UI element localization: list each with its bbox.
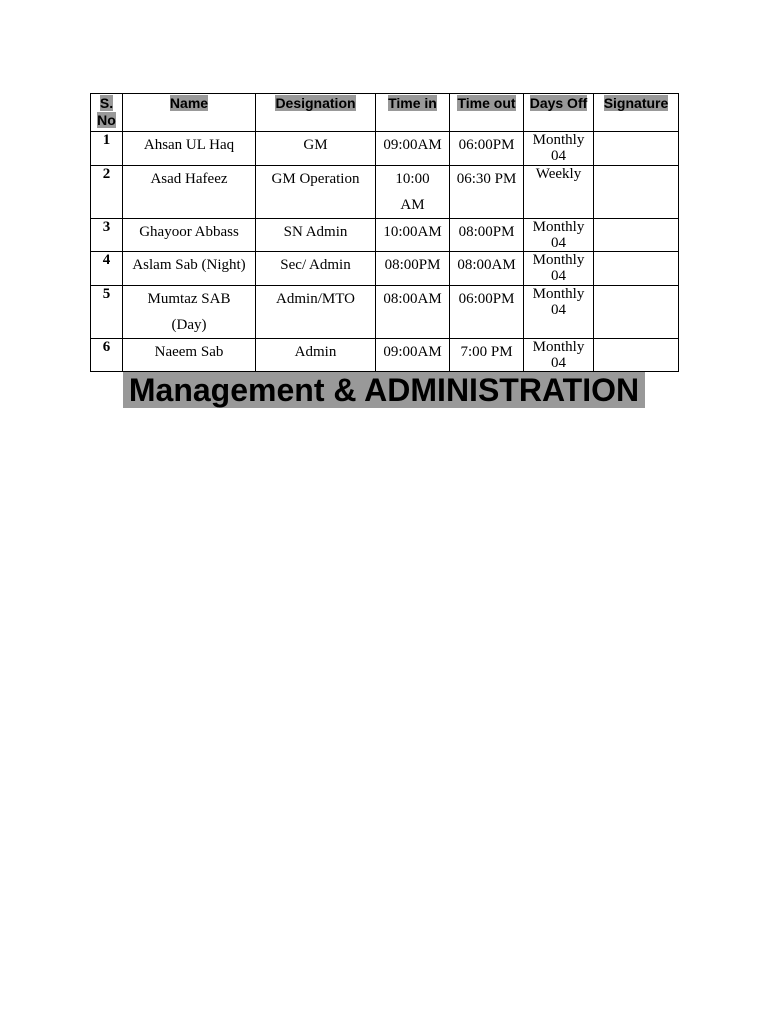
cell-sno: 1 bbox=[91, 132, 123, 166]
cell-sno: 4 bbox=[91, 252, 123, 286]
header-signature: Signature bbox=[594, 94, 679, 132]
cell-name: Mumtaz SAB (Day) bbox=[123, 286, 256, 339]
cell-designation: SN Admin bbox=[256, 219, 376, 252]
cell-time-in: 08:00PM bbox=[376, 252, 450, 286]
cell-sno: 5 bbox=[91, 286, 123, 339]
cell-name: Asad Hafeez bbox=[123, 166, 256, 219]
cell-days-off: Monthly 04 bbox=[524, 132, 594, 166]
cell-signature bbox=[594, 339, 679, 372]
cell-time-in: 09:00AM bbox=[376, 132, 450, 166]
cell-time-in: 09:00AM bbox=[376, 339, 450, 372]
cell-signature bbox=[594, 166, 679, 219]
cell-sno: 2 bbox=[91, 166, 123, 219]
cell-time-in: 10:00AM bbox=[376, 219, 450, 252]
cell-designation: Sec/ Admin bbox=[256, 252, 376, 286]
cell-time-out: 08:00AM bbox=[450, 252, 524, 286]
section-title: Management & ADMINISTRATION bbox=[123, 372, 645, 408]
table-row bbox=[91, 252, 679, 286]
cell-signature bbox=[594, 219, 679, 252]
cell-days-off: Monthly 04 bbox=[524, 252, 594, 286]
cell-signature bbox=[594, 286, 679, 339]
table-row bbox=[91, 219, 679, 252]
header-time-out: Time out bbox=[450, 94, 524, 132]
cell-time-out: 7:00 PM bbox=[450, 339, 524, 372]
table-row bbox=[91, 132, 679, 166]
cell-designation: GM Operation bbox=[256, 166, 376, 219]
cell-name: Naeem Sab bbox=[123, 339, 256, 372]
table-row bbox=[91, 339, 679, 372]
header-name: Name bbox=[123, 94, 256, 132]
cell-designation: GM bbox=[256, 132, 376, 166]
cell-time-in: 10:00 AM bbox=[376, 166, 450, 219]
cell-time-out: 06:30 PM bbox=[450, 166, 524, 219]
table-row bbox=[91, 286, 679, 339]
cell-time-out: 06:00PM bbox=[450, 286, 524, 339]
cell-days-off: Monthly 04 bbox=[524, 339, 594, 372]
cell-designation: Admin/MTO bbox=[256, 286, 376, 339]
cell-designation: Admin bbox=[256, 339, 376, 372]
cell-days-off: Weekly bbox=[524, 166, 594, 219]
cell-name: Aslam Sab (Night) bbox=[123, 252, 256, 286]
cell-time-in: 08:00AM bbox=[376, 286, 450, 339]
cell-days-off: Monthly 04 bbox=[524, 219, 594, 252]
cell-sno: 6 bbox=[91, 339, 123, 372]
cell-time-out: 08:00PM bbox=[450, 219, 524, 252]
header-days-off: Days Off bbox=[524, 94, 594, 132]
table-row bbox=[91, 166, 679, 219]
header-time-in: Time in bbox=[376, 94, 450, 132]
cell-name: Ghayoor Abbass bbox=[123, 219, 256, 252]
header-row bbox=[91, 94, 679, 132]
cell-signature bbox=[594, 132, 679, 166]
header-sno: S. No bbox=[91, 94, 123, 132]
header-designation: Designation bbox=[256, 94, 376, 132]
cell-name: Ahsan UL Haq bbox=[123, 132, 256, 166]
cell-signature bbox=[594, 252, 679, 286]
cell-sno: 3 bbox=[91, 219, 123, 252]
cell-time-out: 06:00PM bbox=[450, 132, 524, 166]
cell-days-off: Monthly 04 bbox=[524, 286, 594, 339]
schedule-table bbox=[90, 93, 679, 372]
